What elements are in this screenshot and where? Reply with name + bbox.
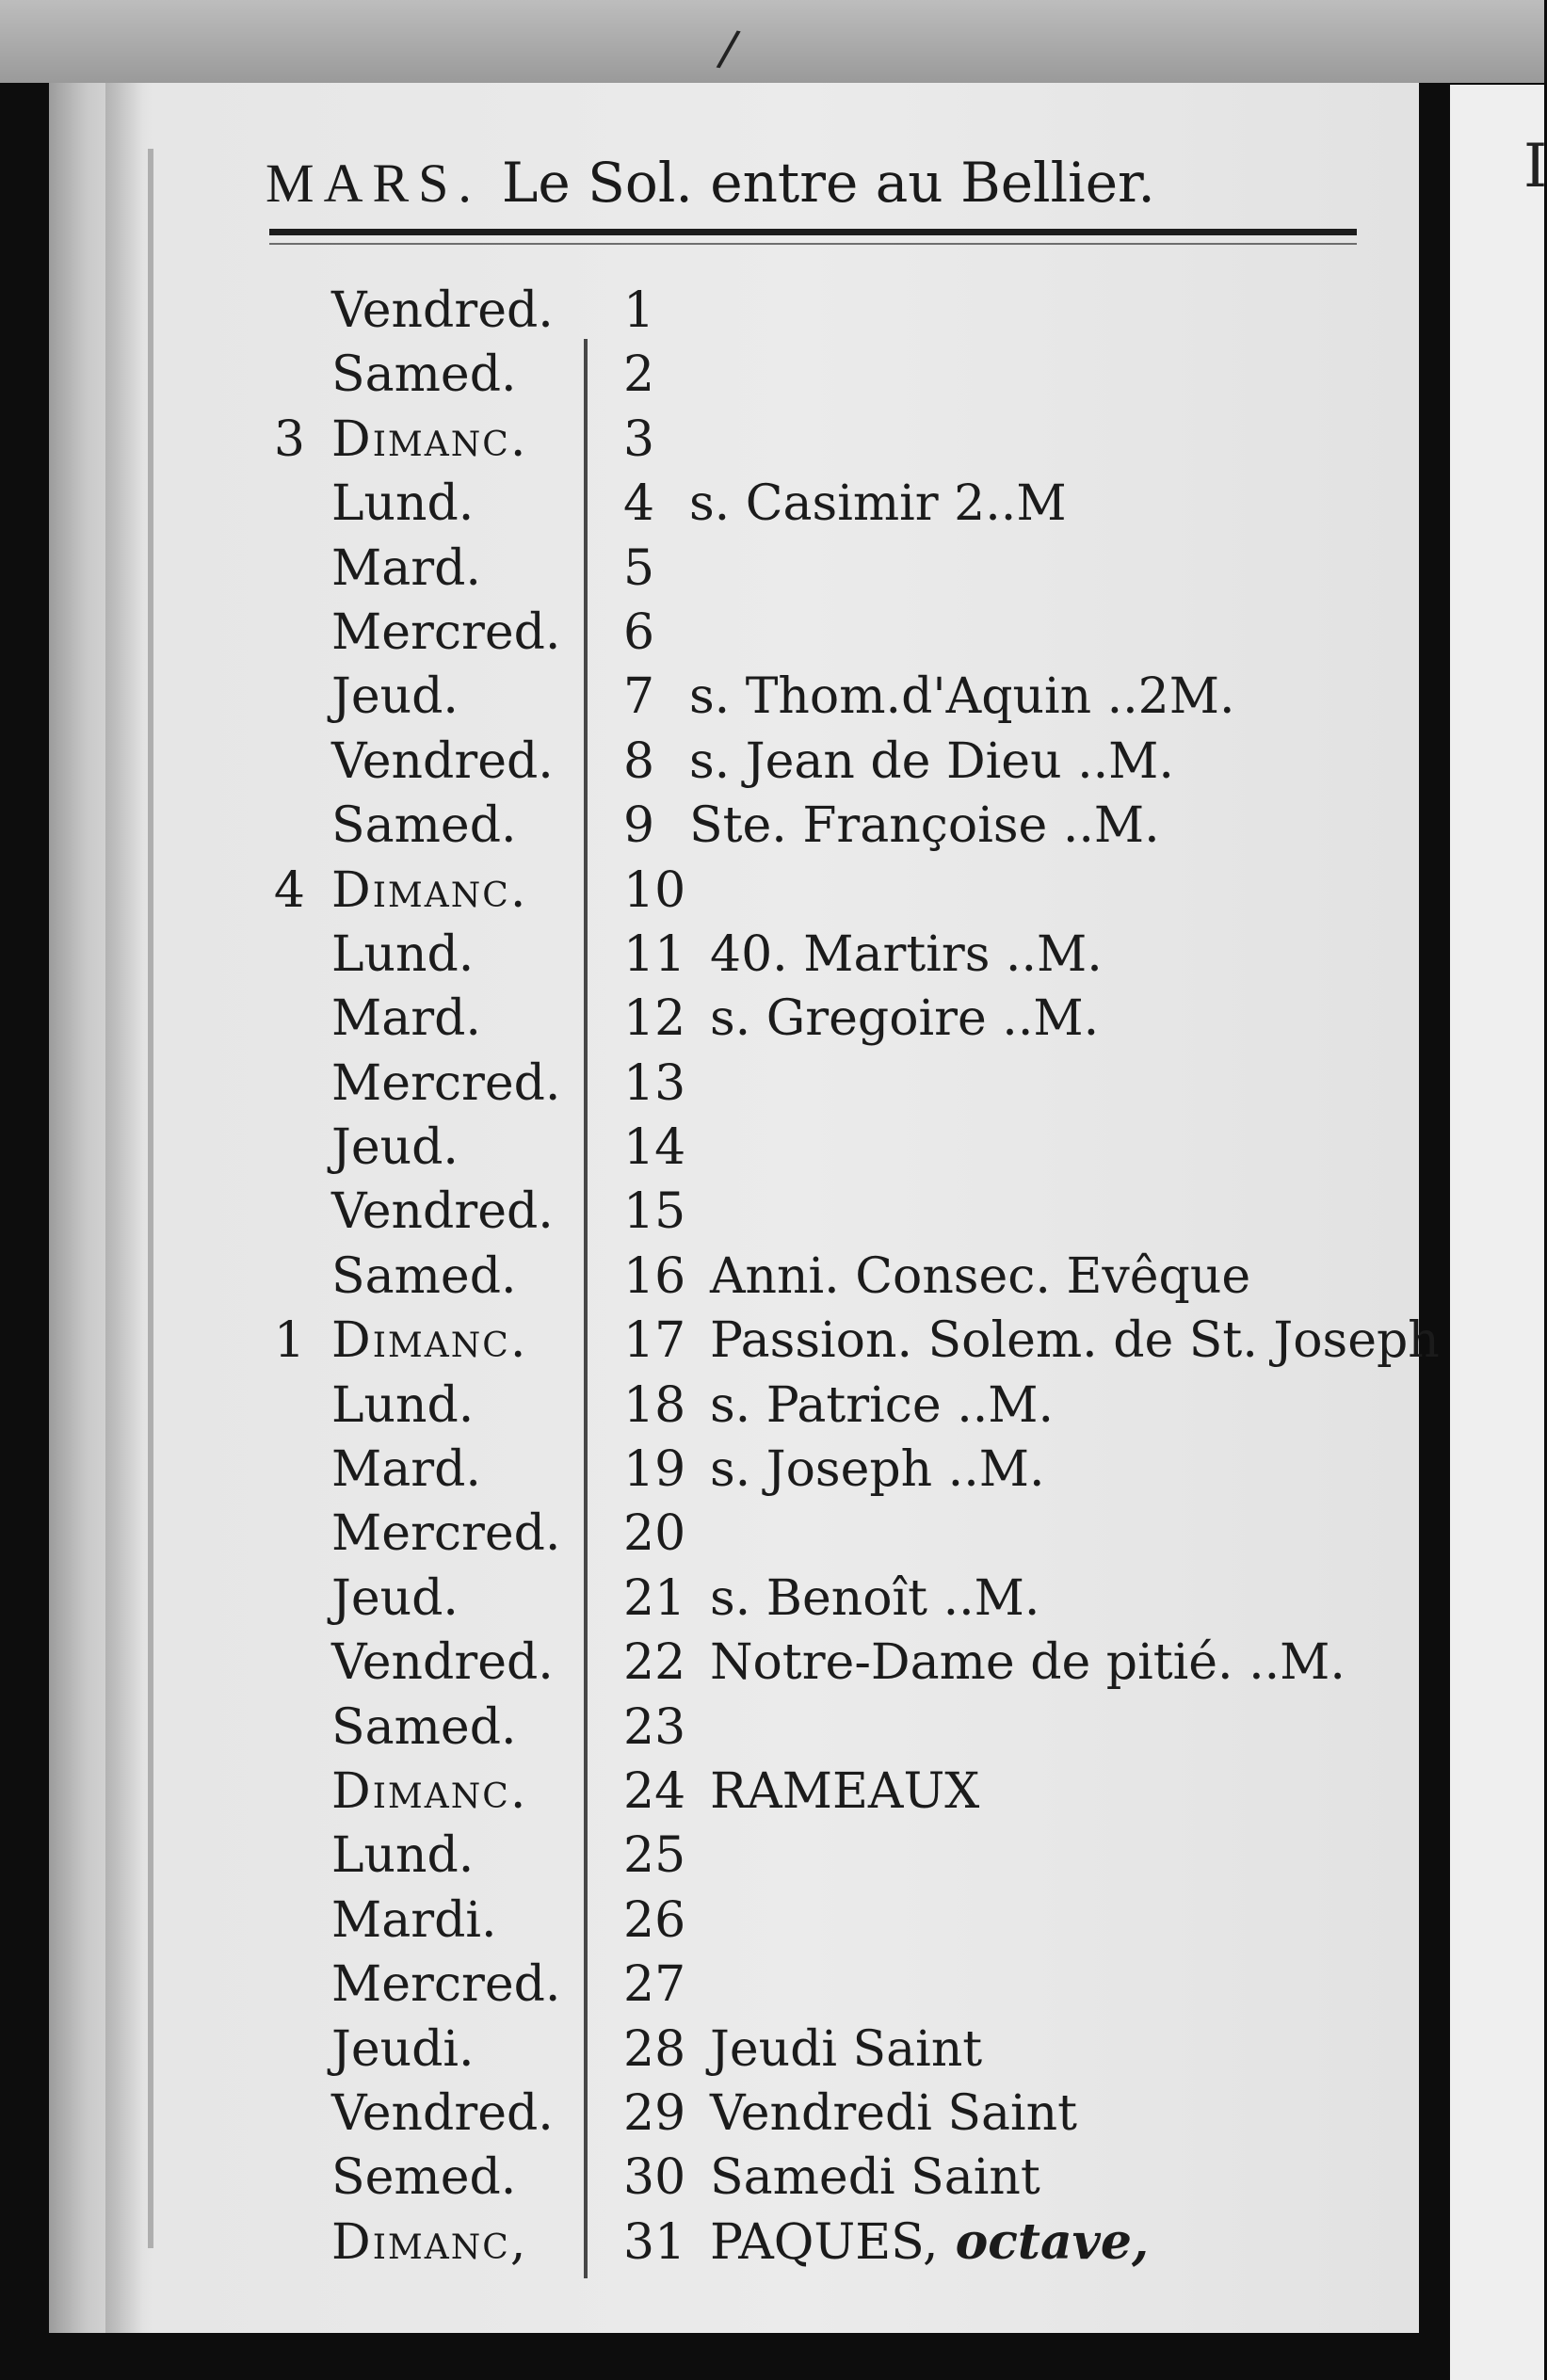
weekday-name: Mard. [331,1441,481,1499]
feast-text: Vendredi Saint [710,2084,1078,2142]
weekday-name: Mard. [331,539,481,597]
day-number: 17 [623,1312,686,1370]
day-number: 8 [623,732,655,790]
feast-text: s. Gregoire ..M. [710,990,1100,1048]
feast-italic-text: octave, [938,2212,1150,2271]
day-number: 31 [623,2213,686,2271]
weekday-name: Jeud. [331,668,459,726]
weekday-name: Mardi. [331,1891,497,1949]
day-number: 22 [623,1634,686,1692]
day-number: 11 [623,925,686,983]
day-number: 21 [623,1569,686,1627]
month-title: MARS. [266,153,481,214]
calendar-row [49,987,1419,1051]
feast-entry [710,923,1103,987]
feast-entry [710,1567,1039,1631]
feast-entry [710,1760,979,1824]
weekday-name: Dimanc, [331,2213,528,2271]
feast-entry [689,794,1160,858]
zodiac-note: Le Sol. entre au Bellier. [501,151,1155,215]
weekday-name: Vendred. [331,1183,554,1241]
calendar-row [49,1502,1419,1566]
day-number: 29 [623,2084,686,2142]
weekday-name: Lund. [331,1827,475,1885]
day-number: 18 [623,1376,686,1434]
calendar-row [49,408,1419,472]
weekday-name: Mercred. [331,603,561,661]
feast-entry [689,665,1235,729]
week-number: 3 [273,410,305,468]
weekday-name: Dimanc. [331,410,528,468]
day-number: 3 [623,410,655,468]
calendar-row [49,1696,1419,1760]
day-number: 4 [623,475,655,533]
weekday-name: Lund. [331,925,475,983]
calendar-row [49,601,1419,665]
feast-text: Notre-Dame de pitié. ..M. [710,1634,1346,1692]
feast-entry [710,1631,1346,1695]
weekday-name: Vendred. [331,2084,554,2142]
weekday-name: Lund. [331,1376,475,1434]
weekday-name: Dimanc. [331,1762,528,1820]
weekday-name: Jeudi. [331,2020,475,2078]
scan-top-margin [0,0,1544,83]
feast-entry [689,730,1174,794]
feast-entry [710,2018,982,2082]
calendar-row [49,1116,1419,1180]
calendar-row [49,1567,1419,1631]
facing-page-fragment: I [1523,132,1547,201]
calendar-row [49,537,1419,601]
day-number: 25 [623,1827,686,1885]
weekday-name: Vendred. [331,1634,554,1692]
calendar-row [49,794,1419,858]
feast-entry [710,2146,1040,2210]
weekday-name: Vendred. [331,282,554,339]
feast-text: Jeudi Saint [710,2020,983,2078]
header-rule [269,229,1357,235]
feast-text: s. Casimir 2..M [689,475,1067,533]
weekday-name: Vendred. [331,732,554,790]
day-number: 6 [623,603,655,661]
feast-text: s. Joseph ..M. [710,1441,1045,1499]
weekday-name: Jeud. [331,1569,459,1627]
day-number: 14 [623,1119,686,1177]
header-rule-thin [269,243,1357,245]
weekday-name: Mercred. [331,1956,561,2014]
feast-entry [710,987,1099,1051]
day-number: 2 [623,346,655,404]
day-number: 16 [623,1247,686,1305]
calendar-row [49,1309,1440,1373]
weekday-name: Jeud. [331,1119,459,1177]
day-number: 10 [623,861,686,919]
weekday-name: Dimanc. [331,861,528,919]
calendar-row [49,859,1419,923]
feast-entry [710,2211,1149,2275]
calendar-row [49,1760,1419,1824]
day-number: 20 [623,1505,686,1563]
calendar-row [49,1374,1419,1438]
weekday-name: Samed. [331,1698,517,1756]
weekday-name: Samed. [331,1247,517,1305]
feast-entry [710,1374,1054,1438]
day-number: 26 [623,1891,686,1949]
calendar-list [49,279,1440,2275]
feast-text: RAMEAUX [710,1762,980,1820]
day-number: 7 [623,668,655,726]
day-number: 5 [623,539,655,597]
weekday-name: Semed. [331,2149,517,2207]
day-number: 19 [623,1441,686,1499]
ink-mark: / [714,19,743,79]
weekday-name: Mercred. [331,1054,561,1112]
weekday-name: Samed. [331,346,517,404]
calendar-row [49,1631,1419,1695]
page-header [266,151,1155,215]
feast-text: Ste. Françoise ..M. [689,797,1160,855]
feast-entry [710,2082,1077,2146]
day-number: 13 [623,1054,686,1112]
calendar-row [49,1889,1419,1953]
calendar-row [49,1438,1419,1502]
calendar-row [49,2082,1419,2146]
facing-page-edge [1450,85,1547,2380]
calendar-row [49,1052,1419,1116]
almanac-page [49,83,1440,2333]
calendar-row [49,2146,1419,2210]
weekday-name: Samed. [331,797,517,855]
feast-text: s. Patrice ..M. [710,1376,1055,1434]
calendar-row [49,1245,1419,1309]
feast-text: s. Jean de Dieu ..M. [689,732,1174,790]
feast-text: 40. Martirs ..M. [710,925,1103,983]
calendar-row [49,472,1419,536]
weekday-name: Mard. [331,990,481,1048]
day-number: 27 [623,1956,686,2014]
feast-text: Passion. Solem. de St. Joseph [710,1312,1440,1370]
calendar-row [49,730,1419,794]
feast-text: Anni. Consec. Evêque [710,1247,1251,1305]
day-number: 30 [623,2149,686,2207]
weekday-name: Dimanc. [331,1312,528,1370]
day-number: 12 [623,990,686,1048]
weekday-name: Lund. [331,475,475,533]
feast-entry [710,1245,1250,1309]
day-number: 23 [623,1698,686,1756]
weekday-name: Mercred. [331,1505,561,1563]
feast-entry [710,1309,1440,1373]
week-number: 4 [273,861,305,919]
day-number: 28 [623,2020,686,2078]
feast-text: s. Thom.d'Aquin ..2M. [689,668,1235,726]
day-number: 24 [623,1762,686,1820]
day-number: 1 [623,282,655,339]
calendar-row [49,2211,1419,2275]
calendar-row [49,343,1419,407]
week-number: 1 [273,1312,305,1370]
calendar-row [49,1824,1419,1888]
calendar-row [49,1180,1419,1244]
calendar-row [49,279,1419,343]
feast-text: PAQUES, [710,2213,939,2271]
calendar-row [49,2018,1419,2082]
calendar-row [49,665,1419,729]
calendar-row [49,1953,1419,2017]
feast-text: Samedi Saint [710,2149,1040,2207]
day-number: 9 [623,797,655,855]
feast-text: s. Benoît ..M. [710,1569,1040,1627]
feast-entry [710,1438,1045,1502]
day-number: 15 [623,1183,686,1241]
feast-entry [689,472,1067,536]
calendar-row [49,923,1419,987]
